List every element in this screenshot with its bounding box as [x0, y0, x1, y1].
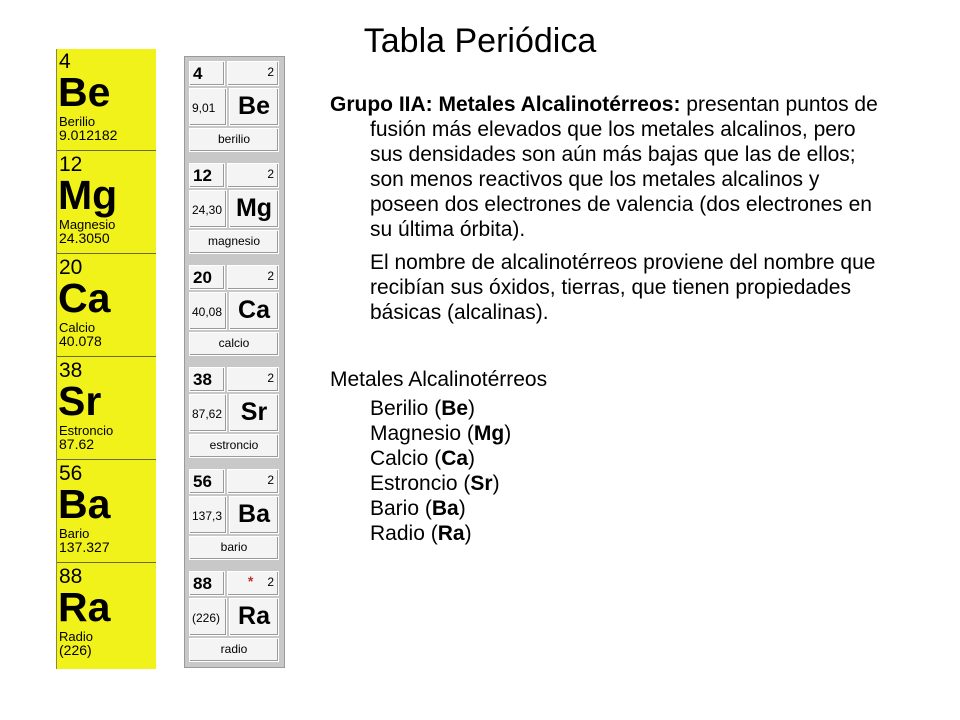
list-item-name: Radio ( — [370, 522, 438, 545]
grey-element-cell — [187, 569, 282, 667]
list-item-close: ) — [464, 522, 472, 545]
grey-element-cell — [187, 263, 282, 361]
grey-element-column — [184, 56, 285, 668]
list-item-symbol: Ca — [441, 447, 469, 470]
element-name: Radio — [59, 629, 93, 644]
element-name: bario — [189, 536, 279, 560]
grey-element-cell — [187, 467, 282, 565]
element-name: estroncio — [189, 434, 279, 458]
list-item-name: Bario ( — [370, 497, 432, 520]
element-symbol: Ca — [58, 275, 111, 321]
list-item — [370, 521, 890, 546]
element-symbol: Ca — [229, 292, 279, 330]
name-origin-paragraph: El nombre de alcalinotérreos proviene del nombre que recibían sus óxidos, tierras, que tienen propiedades básicas (alcalinas). — [370, 251, 876, 324]
yellow-element-cell — [57, 152, 156, 254]
list-item-close: ) — [492, 472, 500, 495]
atomic-mass: 137.327 — [59, 539, 110, 555]
valence-box — [227, 265, 279, 290]
atomic-number: 12 — [59, 153, 83, 176]
list-item-close: ) — [468, 397, 476, 420]
text-content — [330, 92, 890, 546]
element-name: Magnesio — [59, 217, 116, 232]
element-symbol: Sr — [58, 378, 102, 424]
atomic-mass: 87,62 — [189, 394, 227, 432]
list-item-symbol: Ba — [431, 497, 459, 520]
grey-element-cell — [187, 161, 282, 259]
grey-element-cell — [187, 59, 282, 157]
list-item-symbol: Be — [441, 397, 469, 420]
atomic-number: 12 — [189, 163, 225, 188]
element-name: Calcio — [59, 320, 96, 335]
yellow-element-cell — [57, 255, 156, 357]
list-item-name: Calcio ( — [370, 447, 442, 470]
yellow-element-cell — [57, 49, 156, 151]
list-item-symbol: Mg — [473, 422, 505, 445]
list-item — [370, 446, 890, 471]
element-name: Estroncio — [59, 423, 114, 438]
yellow-element-cell — [57, 461, 156, 563]
atomic-mass: 40,08 — [189, 292, 227, 330]
atomic-mass: 9,01 — [189, 88, 227, 126]
element-list — [330, 396, 890, 546]
list-item — [370, 471, 890, 496]
valence-box — [227, 469, 279, 494]
yellow-element-column — [56, 49, 156, 669]
atomic-number: 20 — [189, 265, 225, 290]
element-name: magnesio — [189, 230, 279, 254]
element-symbol: Be — [229, 88, 279, 126]
atomic-number: 20 — [59, 256, 83, 279]
list-item — [370, 421, 890, 446]
intro-heading: Grupo IIA: Metales Alcalinotérreos: — [330, 93, 681, 116]
atomic-mass: 9.012182 — [59, 127, 118, 143]
star-mark: * — [247, 573, 254, 589]
atomic-mass: 40.078 — [59, 333, 102, 349]
list-item-symbol: Sr — [470, 472, 493, 495]
valence-box — [227, 367, 279, 392]
valence-box — [227, 61, 279, 86]
element-symbol: Sr — [229, 394, 279, 432]
element-symbol: Ra — [58, 584, 111, 630]
valence-box — [227, 163, 279, 188]
atomic-number: 38 — [189, 367, 225, 392]
list-item-close: ) — [504, 422, 512, 445]
element-symbol: Ba — [229, 496, 279, 534]
list-item-name: Magnesio ( — [370, 422, 474, 445]
list-item-close: ) — [458, 497, 466, 520]
list-item-name: Estroncio ( — [370, 472, 471, 495]
list-item — [370, 496, 890, 521]
atomic-number: 38 — [59, 359, 83, 382]
element-name: calcio — [189, 332, 279, 356]
element-name: radio — [189, 638, 279, 662]
element-name: Berilio — [59, 114, 96, 129]
atomic-mass: 137,3 — [189, 496, 227, 534]
element-name: Bario — [59, 526, 90, 541]
atomic-number: 4 — [189, 61, 225, 86]
page-title: Tabla Periódica — [363, 22, 597, 60]
atomic-number: 88 — [59, 565, 83, 588]
grey-element-cell — [187, 365, 282, 463]
atomic-mass: (226) — [189, 598, 227, 636]
valence: 2 — [267, 65, 274, 79]
valence: 2 — [267, 371, 274, 385]
atomic-mass: 24.3050 — [59, 230, 110, 246]
list-item-close: ) — [468, 447, 476, 470]
valence: 2 — [267, 269, 274, 283]
atomic-number: 56 — [59, 462, 83, 485]
atomic-number: 88 — [189, 571, 225, 596]
list-item — [370, 396, 890, 421]
atomic-mass: 87.62 — [59, 436, 95, 452]
element-symbol: Mg — [229, 190, 279, 228]
element-symbol: Ra — [229, 598, 279, 636]
yellow-element-cell — [57, 358, 156, 460]
element-name: berilio — [189, 128, 279, 152]
valence: 2 — [267, 167, 274, 181]
valence-box — [227, 571, 279, 596]
element-symbol: Mg — [58, 172, 118, 218]
yellow-element-cell — [57, 564, 156, 666]
atomic-number: 4 — [59, 50, 71, 73]
valence: 2 — [267, 473, 274, 487]
element-symbol: Ba — [58, 481, 111, 527]
atomic-mass: (226) — [59, 642, 92, 658]
list-item-symbol: Ra — [437, 522, 465, 545]
intro-text: presentan puntos de fusión más elevados que los metales alcalinos, pero sus densidades son aún más bajas que las de ellos; son menos reactivos que los metales alcalinos y poseen dos electrones de valencia (dos electrones en su última órbita). — [370, 93, 878, 241]
list-item-name: Berilio ( — [370, 397, 442, 420]
element-symbol: Be — [58, 69, 111, 115]
intro-paragraph — [330, 92, 890, 242]
atomic-mass: 24,30 — [189, 190, 227, 228]
list-heading: Metales Alcalinotérreos — [330, 368, 548, 391]
valence: 2 — [267, 575, 274, 589]
atomic-number: 56 — [189, 469, 225, 494]
